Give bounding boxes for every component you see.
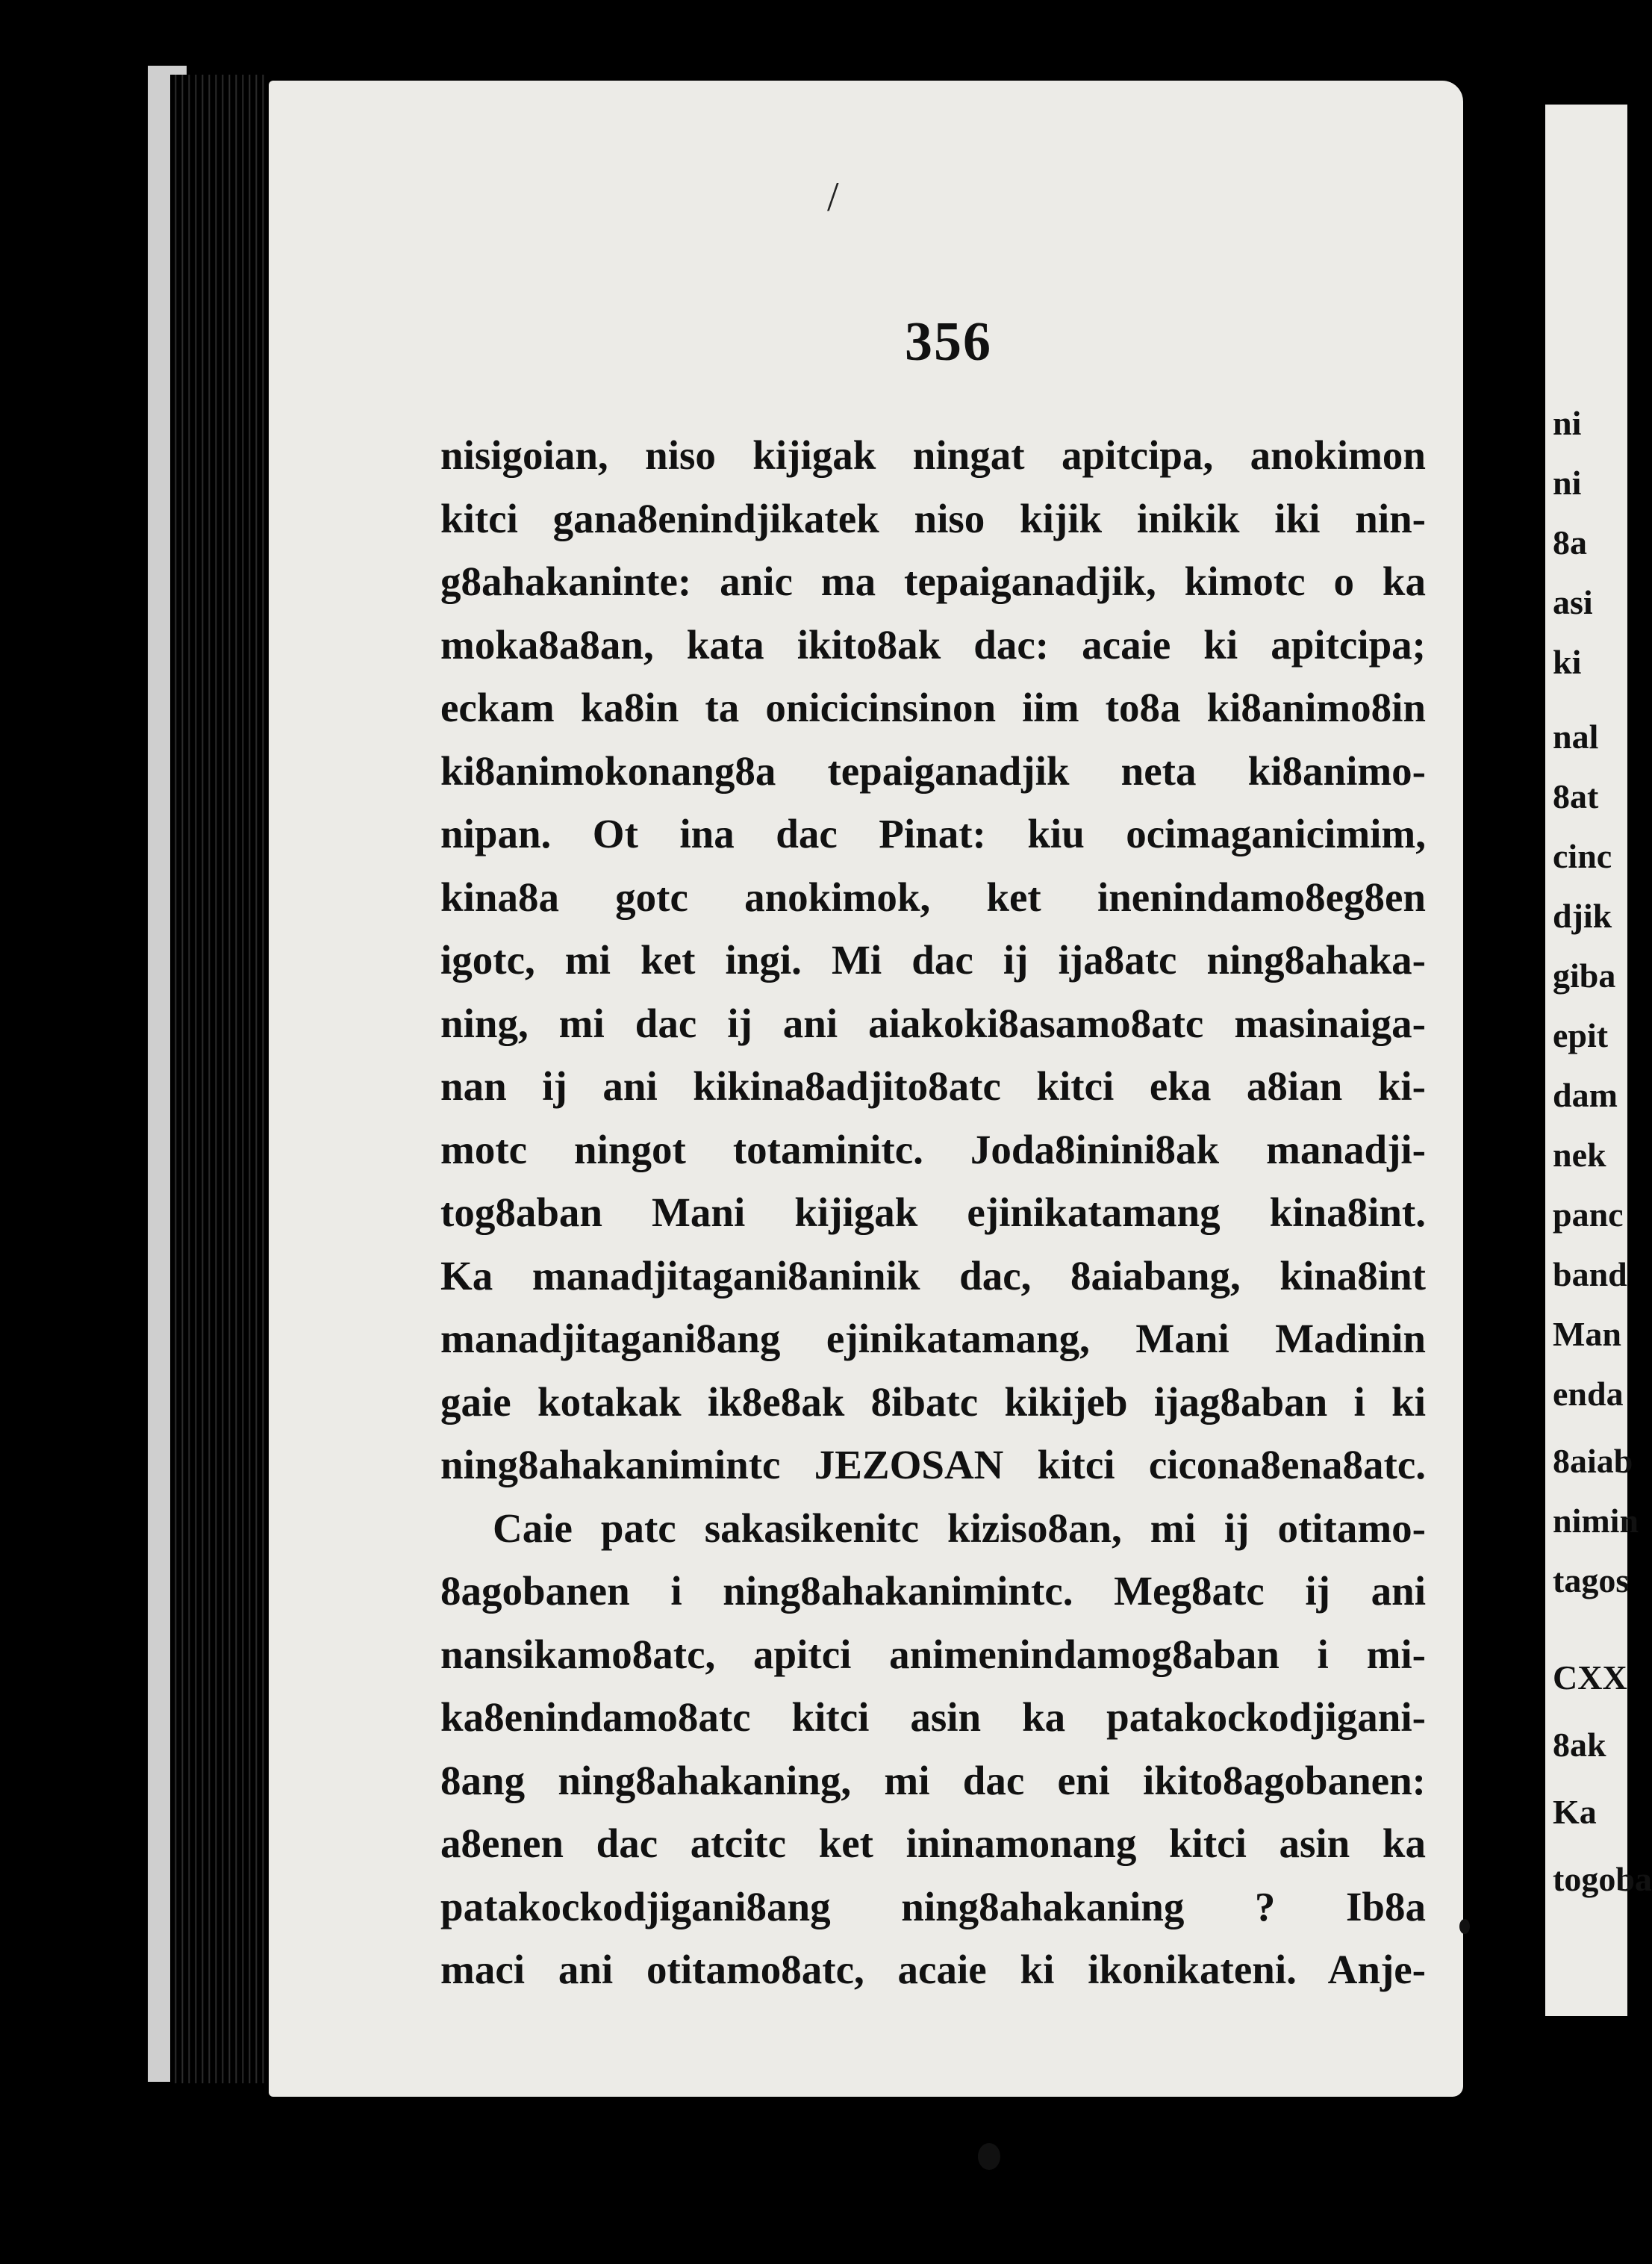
- text-line: kitci gana8enindjikatek niso kijik inikik iki nin-: [440, 495, 1426, 541]
- text-line: ning8ahakanimintc JEZOSAN kitci cicona8ena8atc.: [440, 1442, 1426, 1487]
- page-number: 356: [905, 311, 992, 373]
- text-line: patakockodjigani8ang ning8ahakaning ? Ib8a: [440, 1883, 1426, 1929]
- fragment-text: dam: [1553, 1076, 1618, 1114]
- fragment-text: epit: [1553, 1016, 1609, 1054]
- fragment-text: 8a: [1553, 523, 1587, 562]
- text-line: manadjitagani8ang ejinikatamang, Mani Madinin: [440, 1316, 1426, 1361]
- fragment-text: 8at: [1553, 777, 1599, 815]
- fragment-text: panc: [1553, 1195, 1624, 1234]
- fragment-text: togoba: [1553, 1860, 1652, 1898]
- body-text: [440, 424, 1426, 2002]
- scan-speck: [978, 2143, 1000, 2170]
- fragment-text: Man: [1553, 1315, 1621, 1353]
- fragment-text: CXX: [1553, 1658, 1627, 1697]
- text-line: 8ang ning8ahakaning, mi dac eni ikito8agobanen:: [440, 1757, 1426, 1803]
- text-line: g8ahakaninte: anic ma tepaiganadjik, kimotc o ka: [440, 559, 1426, 604]
- stray-mark: /: [827, 174, 839, 220]
- text-line: gaie kotakak ik8e8ak 8ibatc kikijeb ijag8aban i ki: [440, 1378, 1426, 1425]
- text-line: kina8a gotc anokimok, ket inenindamo8eg8en: [440, 874, 1426, 920]
- text-line: motc ningot totaminitc. Joda8inini8ak manadji-: [440, 1126, 1426, 1172]
- fragment-text: cinc: [1553, 837, 1612, 875]
- fragment-text: 8aiab: [1553, 1442, 1633, 1480]
- text-line: ning, mi dac ij ani aiakoki8asamo8atc masinaiga-: [440, 1000, 1426, 1046]
- text-line: 8agobanen i ning8ahakanimintc. Meg8atc ij ani: [440, 1568, 1426, 1614]
- text-line: eckam ka8in ta onicicinsinon iim to8a ki8animo8in: [440, 685, 1426, 730]
- text-line: Caie patc sakasikenitc kiziso8an, mi ij otitamo-: [493, 1505, 1426, 1551]
- text-line: tog8aban Mani kijigak ejinikatamang kina8int.: [440, 1189, 1426, 1235]
- fragment-text: band: [1553, 1255, 1627, 1293]
- scan-speck: [1459, 1919, 1470, 1934]
- text-line: moka8a8an, kata ikito8ak dac: acaie ki apitcipa;: [440, 621, 1426, 668]
- text-line: maci ani otitamo8atc, acaie ki ikonikateni. Anje-: [440, 1947, 1426, 1992]
- fragment-text: ni: [1553, 464, 1582, 502]
- text-line: Ka manadjitagani8aninik dac, 8aiabang, kina8int: [440, 1252, 1426, 1299]
- fragment-text: Ka: [1553, 1793, 1597, 1831]
- fragment-text: ki: [1553, 643, 1582, 681]
- fragment-text: tagos: [1553, 1561, 1630, 1599]
- fragment-text: nek: [1553, 1136, 1606, 1174]
- text-line: ka8enindamo8atc kitci asin ka patakockodjigani-: [440, 1694, 1426, 1740]
- adjacent-page-fragment: [1545, 105, 1652, 2016]
- fragment-text: giba: [1553, 957, 1616, 995]
- fragment-text: nimin: [1553, 1502, 1639, 1540]
- text-line: nan ij ani kikina8adjito8atc kitci eka a8ian ki-: [440, 1063, 1426, 1109]
- fragment-text: enda: [1553, 1375, 1624, 1413]
- fragment-text: djik: [1553, 897, 1612, 935]
- fragment-text: nal: [1553, 718, 1599, 756]
- fragment-text: asi: [1553, 583, 1593, 621]
- text-line: igotc, mi ket ingi. Mi dac ij ija8atc ning8ahaka-: [440, 937, 1426, 983]
- text-line: nisigoian, niso kijigak ningat apitcipa, anokimon: [440, 432, 1426, 478]
- text-line: a8enen dac atcitc ket ininamonang kitci asin ka: [440, 1820, 1426, 1866]
- text-line: ki8animokonang8a tepaiganadjik neta ki8animo-: [440, 747, 1426, 794]
- fragment-text: ni: [1553, 404, 1582, 442]
- text-line: nipan. Ot ina dac Pinat: kiu ocimaganicimim,: [440, 811, 1426, 856]
- fragment-text: 8ak: [1553, 1726, 1606, 1764]
- text-line: nansikamo8atc, apitci animenindamog8aban i mi-: [440, 1631, 1426, 1677]
- stacked-page-edges: [170, 75, 267, 2083]
